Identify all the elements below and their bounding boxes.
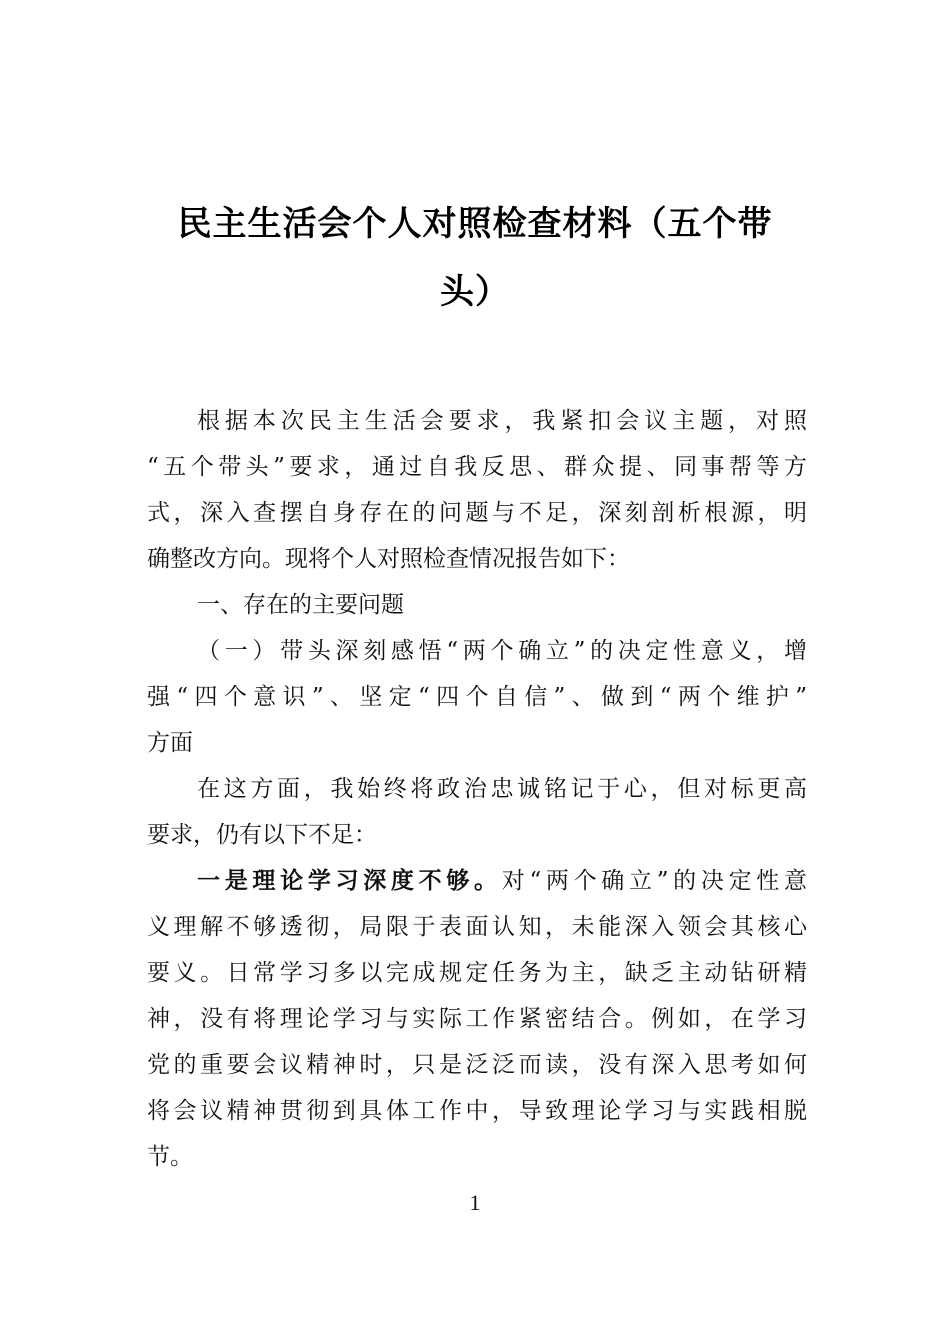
document-title-line2: 头） xyxy=(440,272,510,312)
intro-line: “五个带头”要求，通过自我反思、群众提、同事帮等方 xyxy=(147,454,807,480)
point-bold-label: 一是理论学习深度不够。 xyxy=(197,868,502,894)
point-line: 节。 xyxy=(147,1144,193,1170)
point-line: 将会议精神贯彻到具体工作中，导致理论学习与实践相脱 xyxy=(147,1098,807,1124)
page-number: 1 xyxy=(469,1190,481,1215)
subsection-heading-line: （一）带头深刻感悟“两个确立”的决定性意义，增 xyxy=(197,638,807,664)
point-line: 党的重要会议精神时，只是泛泛而读，没有深入思考如何 xyxy=(147,1052,807,1078)
document-body xyxy=(147,398,807,1180)
intro-line: 根据本次民主生活会要求，我紧扣会议主题，对照 xyxy=(197,408,807,434)
paragraph-line: 要求，仍有以下不足： xyxy=(147,822,377,848)
paragraph-line: 在这方面，我始终将政治忠诚铭记于心，但对标更高 xyxy=(197,776,807,802)
point-line: 义理解不够透彻，局限于表面认知，未能深入领会其核心 xyxy=(147,914,807,940)
intro-line: 确整改方向。现将个人对照检查情况报告如下： xyxy=(147,546,630,572)
point-text: 对“两个确立”的决定性意 xyxy=(501,868,807,894)
subsection-heading-line: 强“四个意识”、坚定“四个自信”、做到“两个维护” xyxy=(147,684,807,710)
intro-line: 式，深入查摆自身存在的问题与不足，深刻剖析根源，明 xyxy=(147,500,807,526)
point-line: 神，没有将理论学习与实际工作紧密结合。例如，在学习 xyxy=(147,1006,807,1032)
document-title-line1: 民主生活会个人对照检查材料（五个带 xyxy=(177,204,773,244)
section-heading: 一、存在的主要问题 xyxy=(197,592,404,618)
point-line xyxy=(147,858,807,904)
subsection-heading-line: 方面 xyxy=(147,730,193,756)
point-line: 要义。日常学习多以完成规定任务为主，缺乏主动钻研精 xyxy=(147,960,807,986)
